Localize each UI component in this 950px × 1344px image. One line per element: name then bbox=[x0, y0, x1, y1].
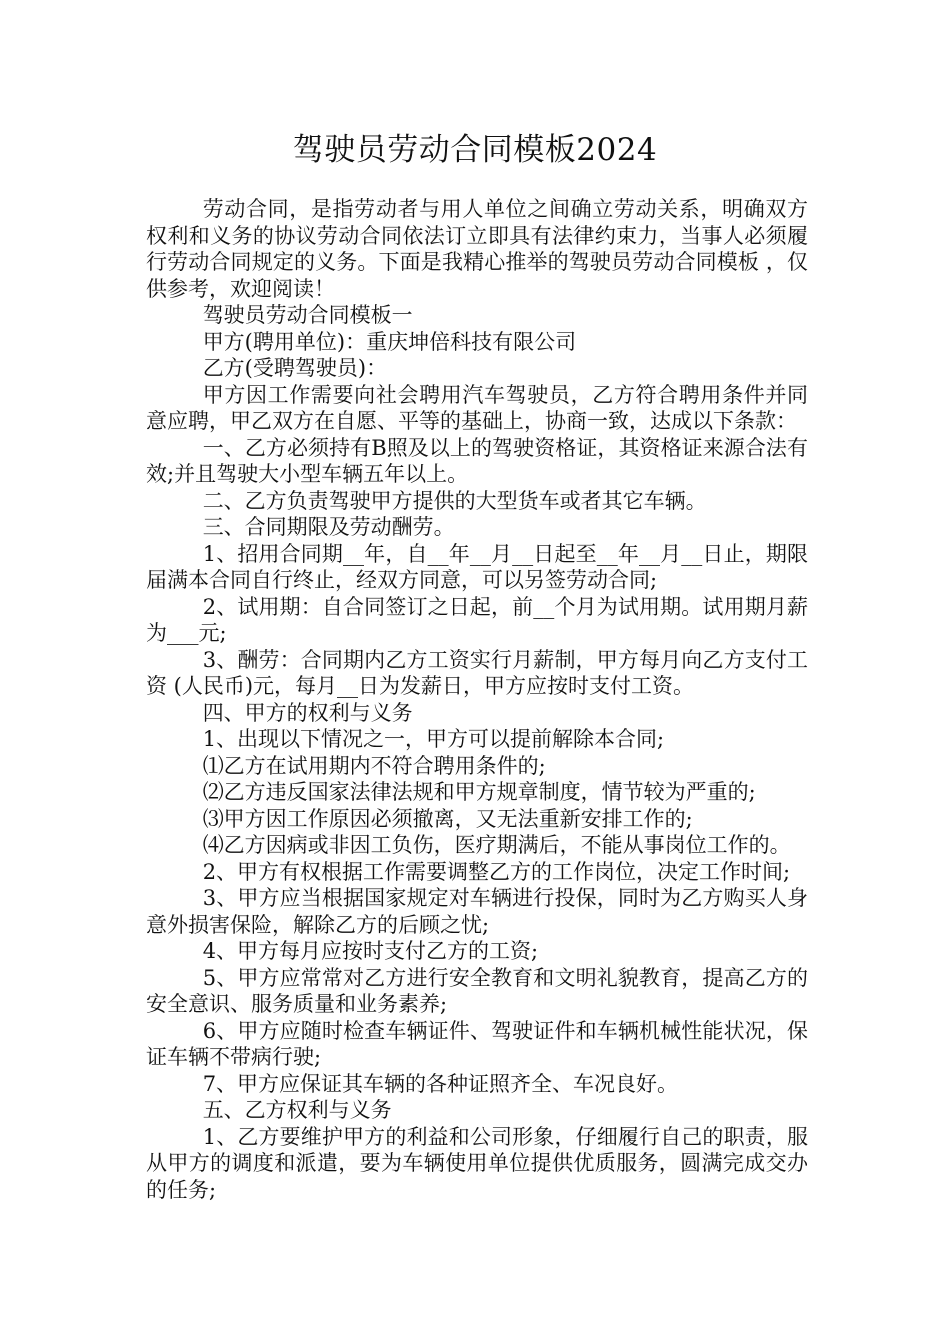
paragraph: 1、招用合同期__年，自__年__月__日起至__年__月__日止，期限届满本合同自行终止，经双方同意，可以另签劳动合同; bbox=[146, 541, 808, 592]
paragraph: 二、乙方负责驾驶甲方提供的大型货车或者其它车辆。 bbox=[202, 488, 707, 513]
paragraph: 2、甲方有权根据工作需要调整乙方的工作岗位，决定工作时间; bbox=[202, 859, 791, 884]
paragraph: 3、甲方应当根据国家规定对车辆进行投保，同时为乙方购买人身意外损害保险，解除乙方的后顾之忧; bbox=[146, 886, 808, 937]
paragraph: 6、甲方应随时检查车辆证件、驾驶证件和车辆机械性能状况，保证车辆不带病行驶; bbox=[146, 1018, 808, 1069]
paragraph: ⑷乙方因病或非因工负伤，医疗期满后，不能从事岗位工作的。 bbox=[202, 833, 791, 857]
paragraph: 甲方(聘用单位)：重庆坤倍科技有限公司 bbox=[202, 329, 577, 354]
paragraph: 4、甲方每月应按时支付乙方的工资; bbox=[202, 939, 539, 963]
paragraph: 劳动合同，是指劳动者与用人单位之间确立劳动关系，明确双方权利和义务的协议劳动合同依法订立即具有法律约束力，当事人必须履行劳动合同规定的义务。下面是我精心推举的驾驶员劳动合同模板 ，仅供参考，欢迎阅读！ bbox=[146, 197, 808, 301]
paragraph: 5、甲方应常常对乙方进行安全教育和文明礼貌教育，提高乙方的安全意识、服务质量和业务素养; bbox=[146, 965, 808, 1016]
paragraph: 1、乙方要维护甲方的利益和公司形象，仔细履行自己的职责，服从甲方的调度和派遣，要为车辆使用单位提供优质服务，圆满完成交办的任务; bbox=[146, 1124, 808, 1202]
paragraph: 乙方(受聘驾驶员)： bbox=[202, 356, 388, 380]
paragraph: 7、甲方应保证其车辆的各种证照齐全、车况良好。 bbox=[202, 1071, 679, 1096]
document-body bbox=[146, 196, 808, 1203]
paragraph: 一、乙方必须持有B照及以上的驾驶资格证，其资格证来源合法有效;并且驾驶大小型车辆五年以上。 bbox=[146, 435, 808, 486]
paragraph: 三、合同期限及劳动酬劳。 bbox=[202, 515, 455, 539]
paragraph: ⑵乙方违反国家法律法规和甲方规章制度，情节较为严重的; bbox=[202, 780, 756, 804]
paragraph: 3、酬劳：合同期内乙方工资实行月薪制，甲方每月向乙方支付工资 (人民币)元，每月__日为发薪日，甲方应按时支付工资。 bbox=[146, 647, 808, 698]
document-title: 驾驶员劳动合同模板2024 bbox=[292, 132, 658, 168]
paragraph: 2、试用期：自合同签订之日起，前__个月为试用期。试用期月薪为___元; bbox=[146, 594, 808, 645]
paragraph: 四、甲方的权利与义务 bbox=[202, 700, 413, 725]
paragraph: 驾驶员劳动合同模板一 bbox=[202, 303, 413, 327]
paragraph: ⑴乙方在试用期内不符合聘用条件的; bbox=[202, 753, 546, 778]
paragraph: 甲方因工作需要向社会聘用汽车驾驶员，乙方符合聘用条件并同意应聘，甲乙双方在自愿、平等的基础上，协商一致，达成以下条款： bbox=[146, 382, 808, 433]
paragraph: ⑶甲方因工作原因必须撤离，又无法重新安排工作的; bbox=[202, 806, 693, 831]
paragraph: 五、乙方权利与义务 bbox=[202, 1098, 392, 1122]
paragraph: 1、出现以下情况之一，甲方可以提前解除本合同; bbox=[202, 727, 665, 751]
